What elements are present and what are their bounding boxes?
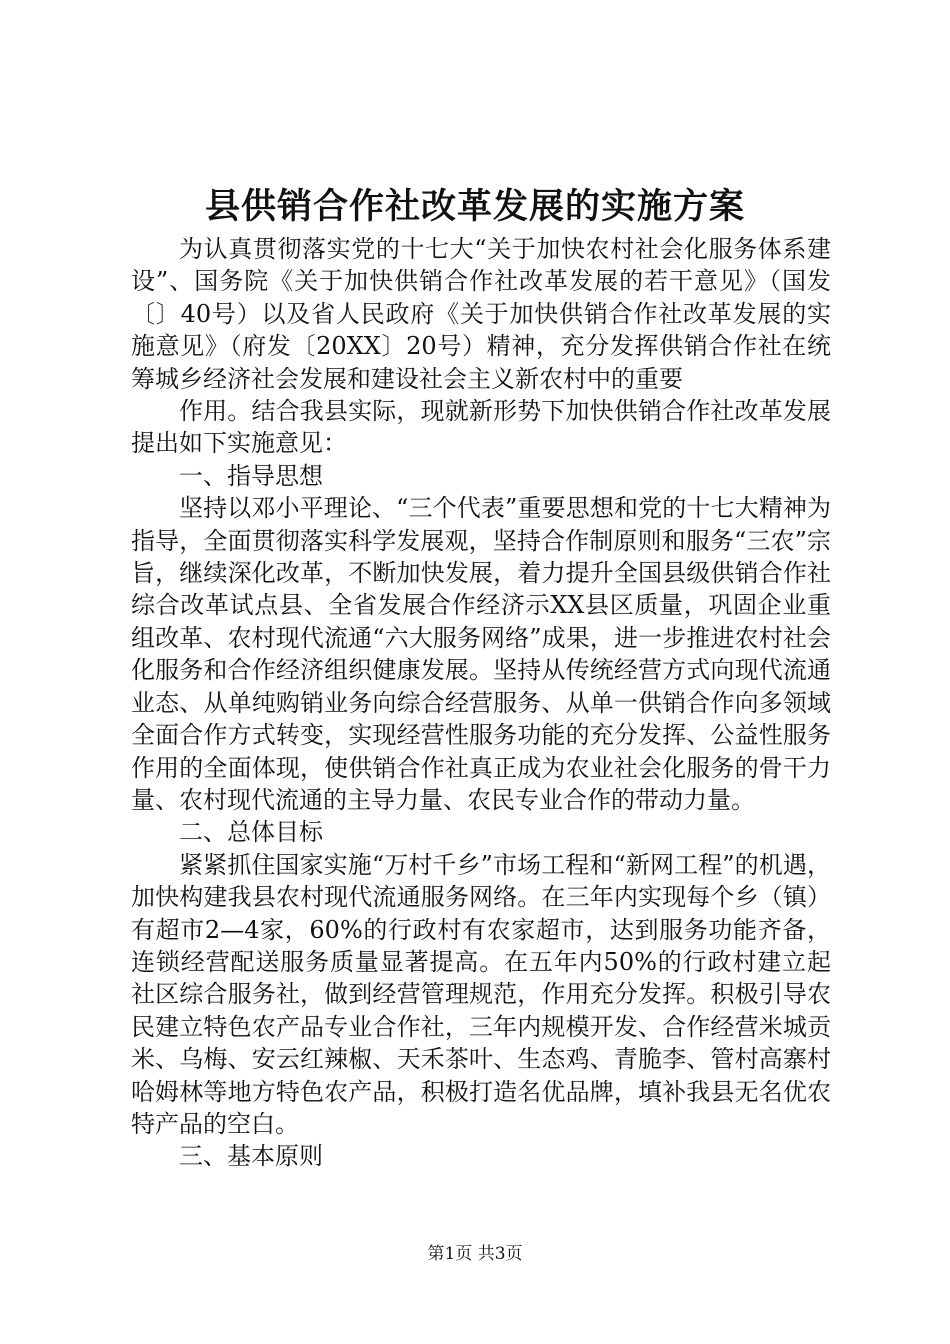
overall-goals-paragraph: 紧紧抓住国家实施“万村千乡”市场工程和“新网工程”的机遇，加快构建我县农村现代流通服务网络。在三年内实现每个乡（镇）有超市2—4家，60%的行政村有农家超市，达到服务功能齐备，连锁经营配送服务质量显著提高。在五年内50%的行政村建立起社区综合服务社，做到经营管理规范，作用充分发挥。积极引导农民建立特色农产品专业合作社，三年内规模开发、合作经营米城贡米、乌梅、安云红辣椒、天禾茶叶、生态鸡、青脆李、管村高寨村哈姆林等地方特色农产品，积极打造名优品牌，填补我县无名优农特产品的空白。 — [131, 850, 831, 1138]
section-heading-basic-principles: 三、基本原则 — [179, 1142, 323, 1171]
document-title: 县供销合作社改革发展的实施方案 — [204, 186, 745, 227]
page-footer: 第1页 共3页 — [427, 1244, 523, 1264]
intro-continuation-paragraph: 作用。结合我县实际，现就新形势下加快供销合作社改革发展提出如下实施意见： — [131, 397, 831, 458]
section-heading-overall-goals: 二、总体目标 — [179, 818, 323, 847]
guiding-ideology-paragraph: 坚持以邓小平理论、“三个代表”重要思想和党的十七大精神为指导，全面贯彻落实科学发展观，坚持合作制原则和服务“三农”宗旨，继续深化改革，不断加快发展，着力提升全国县级供销合作社综合改革试点县、全省发展合作经济示XX县区质量，巩固企业重组改革、农村现代流通“六大服务网络”成果，进一步推进农村社会化服务和合作经济组织健康发展。坚持从传统经营方式向现代流通业态、从单纯购销业务向综合经营服务、从单一供销合作向多领域全面合作方式转变，实现经营性服务功能的充分发挥、公益性服务作用的全面体现，使供销合作社真正成为农业社会化服务的骨干力量、农村现代流通的主导力量、农民专业合作的带动力量。 — [131, 494, 831, 814]
intro-paragraph: 为认真贯彻落实党的十七大“关于加快农村社会化服务体系建设”、国务院《关于加快供销合作社改革发展的若干意见》（国发〔〕40号）以及省人民政府《关于加快供销合作社改革发展的实施意见》（府发〔20XX〕20号）精神，充分发挥供销合作社在统筹城乡经济社会发展和建设社会主义新农村中的重要 — [131, 235, 831, 393]
document-body — [131, 233, 831, 1173]
section-heading-guiding-ideology: 一、指导思想 — [179, 461, 323, 490]
